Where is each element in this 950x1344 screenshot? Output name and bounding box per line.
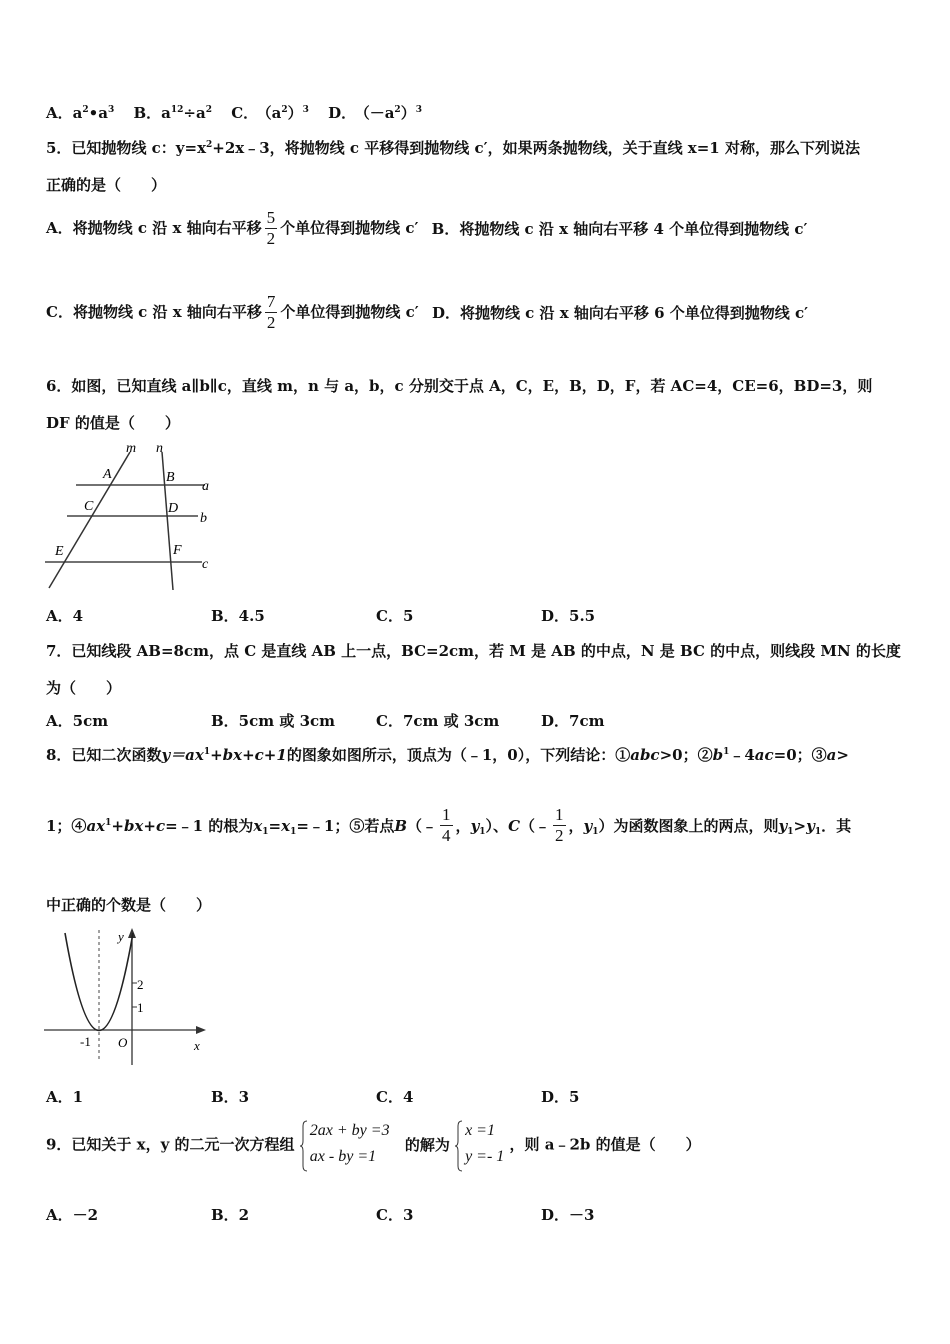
left-brace-icon: [455, 1120, 463, 1172]
q5-option-a: A．将抛物线 c 沿 x 轴向右平移 $\frac{5}{2}$ 个单位得到抛物线 c′: [46, 208, 419, 248]
label-A: A: [103, 467, 112, 482]
q9-option-d: D．－3: [541, 1206, 595, 1224]
q6-option-a: A．4: [46, 607, 84, 625]
solution-x: x =1: [465, 1122, 495, 1139]
line-m: [49, 452, 130, 588]
q4-option-a: A．$a^2•a^3$: [46, 104, 115, 122]
label-C: C: [84, 499, 94, 514]
q8-stem-line2: 1；$④ax^1+bx+c=﹣1$ 的根为$x_1=x_1=﹣1$；⑤若点B（﹣ $\frac{1}{4}$ ，$y_1$）、C（﹣ $\frac{1}{2}$ ，$y_1$）为函数图象上的两点，则$y_1>y_1$．其: [46, 805, 852, 845]
q9-option-a: A．－2: [46, 1206, 99, 1224]
q6-stem-line2: DF 的值是（ ）: [46, 414, 180, 432]
q7-option-a: A．5cm: [46, 712, 109, 730]
q4-option-c: C． $(a^2)^3$: [231, 104, 309, 122]
tick-label-2: 2: [137, 977, 144, 992]
q7-option-c: C．7cm 或 3cm: [376, 712, 500, 730]
parabola-graph: [40, 925, 215, 1067]
label-m: m: [126, 441, 137, 456]
q9-stem: 9．已知关于 x，y 的二元一次方程组 2ax + by =3 ax - by =1 的解为 x =1 y =- 1 ，则 a﹣2b 的值是（ ）: [46, 1118, 701, 1170]
q6-option-c: C．5: [376, 607, 414, 625]
q5-stem-line2: 正确的是（ ）: [46, 176, 167, 194]
q4-option-d: D． $(-a^2)^3$: [328, 104, 422, 122]
q6-option-d: D．5.5: [541, 607, 596, 625]
left-brace-icon: [300, 1120, 308, 1172]
label-E: E: [55, 544, 64, 559]
q8-stem-line1: 8．已知二次函数$y=ax^1+bx+c+1$的图象如图所示，顶点为（﹣1，0），下列结论：①abc>0；$②b^1﹣4ac=0$；③a>: [46, 746, 849, 764]
equation-2: ax - by =1: [309, 1148, 377, 1165]
label-c: c: [202, 557, 209, 572]
fraction: $\frac{1}{2}$: [555, 805, 564, 845]
equation-system: [300, 1118, 390, 1170]
q5-options-cd: [46, 292, 808, 333]
tick-label-1: 1: [137, 1000, 144, 1015]
tick-label-neg1: -1: [80, 1034, 91, 1049]
q8-stem-line3: 中正确的个数是（ ）: [46, 896, 212, 914]
label-D: D: [168, 501, 179, 516]
q7-stem-line2: 为（ ）: [46, 679, 122, 697]
q5-option-c: C．将抛物线 c 沿 x 轴向右平移 $\frac{7}{2}$ 个单位得到抛物线 c′: [46, 292, 419, 332]
parallel-lines-figure: [40, 438, 220, 593]
q7-stem-line1: 7．已知线段 AB=8cm，点 C 是直线 AB 上一点，BC=2cm，若 M 是 AB 的中点，N 是 BC 的中点，则线段 MN 的长度: [46, 642, 901, 660]
q4-option-b: B．$a^{12}\div a^2$: [133, 104, 212, 122]
fraction: $\frac{5}{2}$: [266, 208, 276, 248]
q5-option-d: D．将抛物线 c 沿 x 轴向右平移 6 个单位得到抛物线 c′: [431, 304, 809, 322]
label-F: F: [173, 543, 182, 558]
q9-option-b: B．2: [211, 1206, 250, 1224]
equation-1: 2ax + by =3: [309, 1122, 390, 1139]
q6-option-b: B．4.5: [211, 607, 265, 625]
q9-option-c: C．3: [376, 1206, 414, 1224]
label-n: n: [156, 441, 163, 456]
solution-system: [455, 1118, 504, 1170]
fraction: $\frac{7}{2}$: [266, 292, 276, 332]
q5-option-b: B．将抛物线 c 沿 x 轴向右平移 4 个单位得到抛物线 c′: [431, 220, 808, 238]
q8-option-c: C．4: [376, 1088, 414, 1106]
label-a: a: [202, 479, 209, 494]
x-axis-arrow-icon: [196, 1026, 206, 1034]
label-B: B: [166, 470, 175, 485]
q7-option-b: B．5cm 或 3cm: [211, 712, 336, 730]
x-label: x: [194, 1038, 200, 1053]
q4-options: [46, 102, 422, 123]
q8-option-d: D．5: [541, 1088, 580, 1106]
q8-option-b: B．3: [211, 1088, 250, 1106]
q5-options-ab: [46, 208, 808, 249]
q5-stem-line1: 5．已知抛物线 c：$y=x^2+2x﹣3$，将抛物线 c 平移得到抛物线 c′，如果两条抛物线，关于直线 x=1 对称，那么下列说法: [46, 139, 860, 157]
origin-label: O: [118, 1035, 128, 1050]
label-b: b: [200, 511, 207, 526]
q8-option-a: A．1: [46, 1088, 84, 1106]
q6-stem-line1: 6．如图，已知直线 a∥b∥c，直线 m，n 与 a，b，c 分别交于点 A，C，E，B，D，F，若 AC=4，CE=6，BD=3，则: [46, 377, 873, 395]
y-label: y: [118, 929, 124, 944]
fraction: $\frac{1}{4}$: [442, 805, 451, 845]
q7-option-d: D．7cm: [541, 712, 605, 730]
solution-y: y =- 1: [465, 1148, 505, 1165]
